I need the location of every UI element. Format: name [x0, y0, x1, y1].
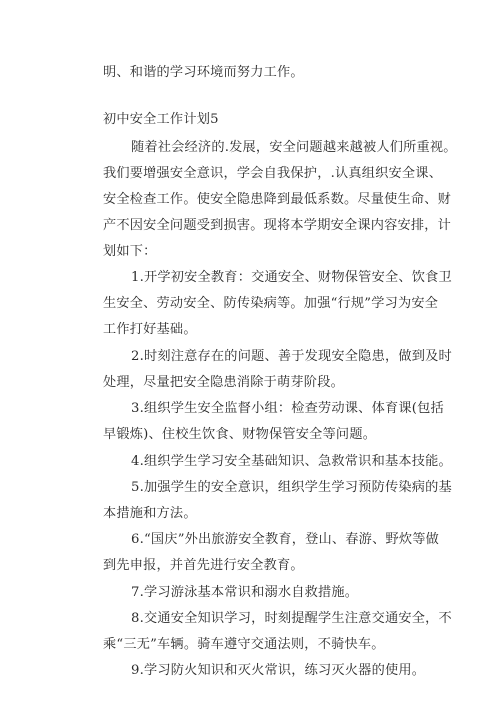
item-2-line-1: 2.时刻注意存在的问题、善于发现安全隐患，做到及时 [131, 349, 452, 364]
item-6-line-2: 到先申报，并首先进行安全教育。 [103, 558, 304, 573]
item-3-line-1: 3.组织学生安全监督小组：检查劳动课、体育课(包括 [131, 401, 444, 416]
item-3-line-2: 早锻炼)、住校生饮食、财物保管安全等问题。 [103, 427, 377, 442]
intro-line-5: 划如下： [103, 244, 157, 259]
section-title: 初中安全工作计划5 [103, 112, 219, 127]
item-7-line-1: 7.学习游泳基本常识和溺水自救措施。 [131, 585, 359, 600]
item-1-line-3: 工作打好基础。 [103, 322, 197, 337]
intro-line-2: 我们要增强安全意识，学会自我保护，.认真组织安全课、 [103, 166, 443, 181]
intro-line-4: 产不因安全问题受到损害。现将本学期安全课内容安排，计 [103, 218, 452, 233]
item-5-line-1: 5.加强学生的安全意识，组织学生学习预防传染病的基 [131, 480, 452, 495]
item-4-line-1: 4.组织学生学习安全基础知识、急救常识和基本技能。 [131, 454, 452, 469]
item-1-line-2: 生安全、劳动安全、防传染病等。加强“行规”学习为安全 [103, 296, 439, 311]
item-8-line-1: 8.交通安全知识学习，时刻提醒学生注意交通安全，不 [131, 611, 452, 626]
item-1-line-1: 1.开学初安全教育：交通安全、财物保管安全、饮食卫 [131, 270, 452, 285]
item-6-line-1: 6.“国庆”外出旅游安全教育，登山、春游、野炊等做 [131, 532, 440, 547]
item-8-line-2: 乘“三无”车辆。骑车遵守交通法则，不骑快车。 [103, 637, 385, 652]
intro-line-3: 安全检查工作。使安全隐患降到最低系数。尽量使生命、财 [103, 192, 452, 207]
intro-line-1: 随着社会经济的.发展，安全问题越来越被人们所重视。 [131, 140, 457, 155]
paragraph-tail: 明、和谐的学习环境而努力工作。 [103, 65, 304, 80]
item-2-line-2: 处理，尽量把安全隐患消除于萌芽阶段。 [103, 375, 344, 390]
item-9-line-1: 9.学习防火知识和灭火常识，练习灭火器的使用。 [131, 663, 426, 678]
item-5-line-2: 本措施和方法。 [103, 506, 197, 521]
